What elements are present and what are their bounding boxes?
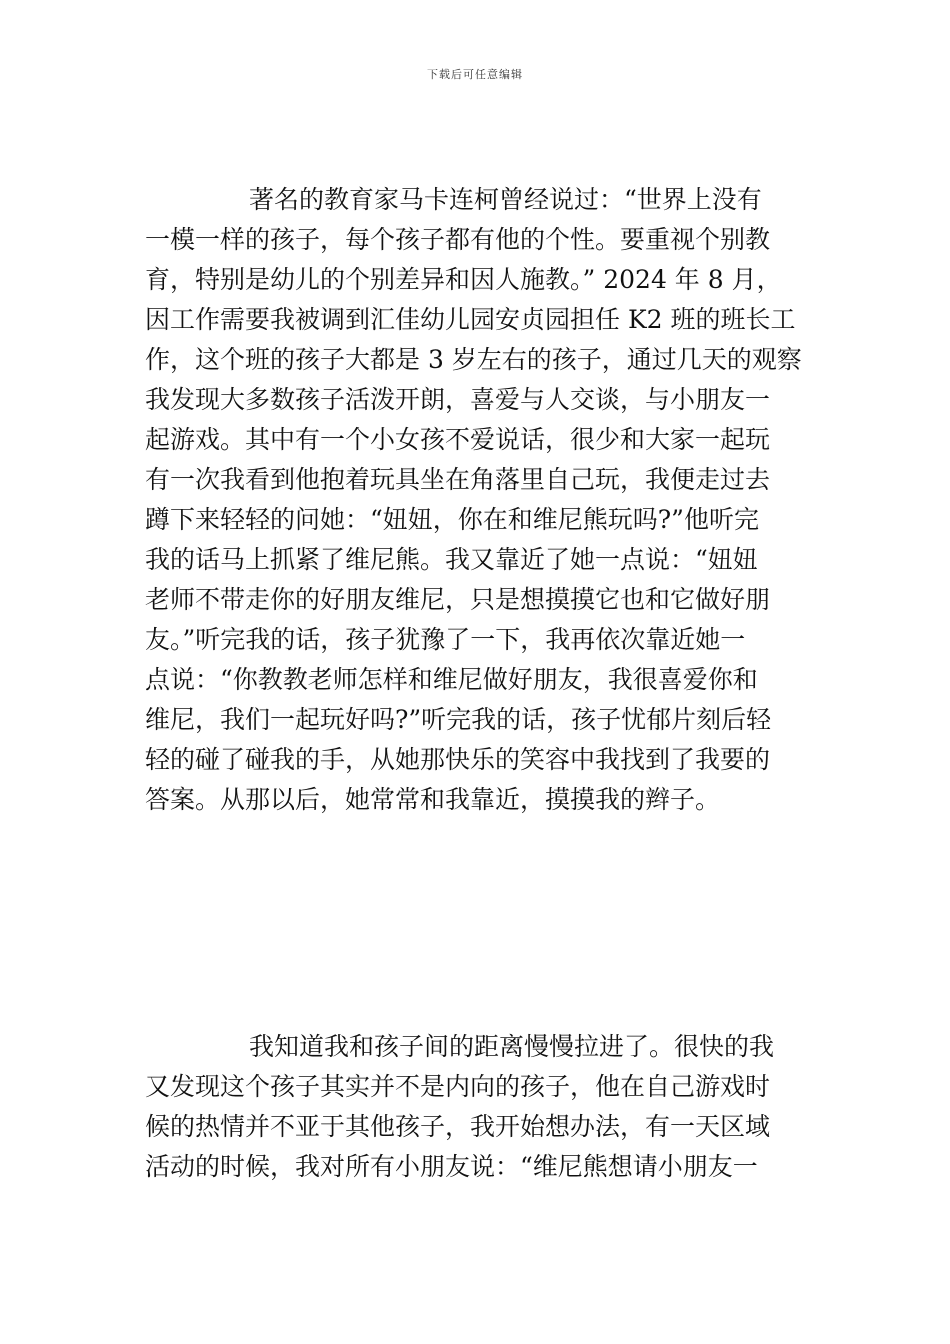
paragraph-line: 点说：“你教教老师怎样和维尼做好朋友，我很喜爱你和 [145,665,758,694]
paragraph-line: 老师不带走你的好朋友维尼，只是想摸摸它也和它做好朋 [145,585,771,614]
paragraph-line: 活动的时候，我对所有小朋友说：“维尼熊想请小朋友一 [145,1152,758,1181]
paragraph-line: 因工作需要我被调到汇佳幼儿园安贞园担任 K2 班的班长工 [145,305,796,334]
paragraph-line: 起游戏。其中有一个小女孩不爱说话，很少和大家一起玩 [145,425,771,454]
paragraph-line: 轻的碰了碰我的手，从她那快乐的笑容中我找到了我要的 [145,745,771,774]
paragraph-line: 著名的教育家马卡连柯曾经说过：“世界上没有 [249,185,762,214]
page-header-note: 下载后可任意编辑 [427,68,523,81]
paragraph-line: 答案。从那以后，她常常和我靠近，摸摸我的辫子。 [145,785,721,814]
paragraph-line: 有一次我看到他抱着玩具坐在角落里自己玩，我便走过去 [145,465,771,494]
paragraph-1 [145,180,808,820]
paragraph-line: 一模一样的孩子，每个孩子都有他的个性。要重视个别教 [145,225,771,254]
paragraph-line: 蹲下来轻轻的问她：“妞妞，你在和维尼熊玩吗?”他听完 [145,505,759,534]
paragraph-line: 我的话马上抓紧了维尼熊。我又靠近了她一点说：“妞妞 [145,545,758,574]
paragraph-line: 维尼，我们一起玩好吗?”听完我的话，孩子忧郁片刻后轻 [145,705,772,734]
paragraph-line: 育，特别是幼儿的个别差异和因人施教。” 2024 年 8 月， [145,265,782,294]
paragraph-2 [145,1027,808,1187]
paragraph-line: 作，这个班的孩子大都是 3 岁左右的孩子，通过几天的观察 [145,345,802,374]
paragraph-line: 候的热情并不亚于其他孩子，我开始想办法，有一天区域 [145,1112,771,1141]
paragraph-line: 我知道我和孩子间的距离慢慢拉进了。很快的我 [249,1032,775,1061]
paragraph-line: 友。”听完我的话，孩子犹豫了一下，我再依次靠近她一 [145,625,746,654]
paragraph-line: 又发现这个孩子其实并不是内向的孩子，他在自己游戏时 [145,1072,771,1101]
paragraph-line: 我发现大多数孩子活泼开朗，喜爱与人交谈，与小朋友一 [145,385,771,414]
